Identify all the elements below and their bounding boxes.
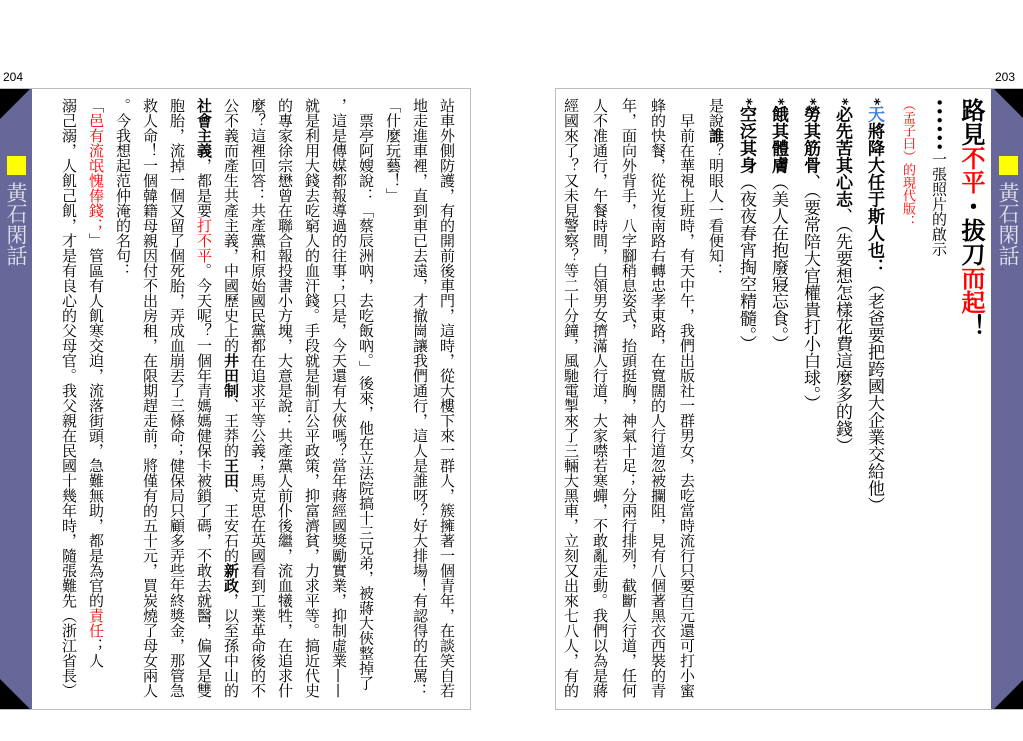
corner-triangle-bottom [994, 679, 1023, 709]
text-segment: 路見 [957, 98, 985, 146]
text-segment: 社會主義 [195, 98, 213, 158]
text-column [701, 98, 730, 708]
text-segment: （夜夜春宵掏空精髓。） [736, 173, 756, 352]
text-segment: 、王安石的 [222, 488, 240, 563]
text-segment: 的專家徐宗懋曾在聯合報投書小方塊，大意是說：共產黨人前仆後繼，流血犧牲，在追求什 [276, 98, 294, 698]
text-segment: ！ [957, 314, 985, 338]
text-segment: 溺己溺，人飢己飢，才是有良心的父母官。我父親在民國十幾年時，隨張難先（浙江省長） [60, 98, 78, 698]
article-subtitle: ••••••一張照片的啟示 [930, 98, 948, 257]
text-segment: 年，面向外背手，八字腳稍息姿式，抬頭挺胸，神氣十足；分兩行排列，截斷人行道，任何 [620, 98, 638, 698]
text-segment: 餓其體膚 [768, 105, 788, 174]
text-segment: 、（先要想怎樣花費這麼多的錢） [832, 207, 852, 454]
text-column [217, 98, 244, 708]
right-page [555, 88, 1023, 710]
text-segment: 井田制 [222, 353, 240, 398]
text-segment: 地走進車裡，直到車已去遠，才撤崗讓我們通行，這人是誰呀？好大排場！有認得的在罵： [411, 98, 429, 698]
text-segment: （老爸要把跨國大企業交給他） [864, 275, 884, 514]
text-column [585, 98, 614, 708]
text-segment: 、王莽的 [222, 398, 240, 458]
left-page-body [55, 98, 460, 708]
text-column [109, 98, 136, 708]
text-segment: 站車外側防護，有的開前後車門，這時，從大樓下來一群人，簇擁著一個青年，在談笑自若 [438, 98, 456, 698]
text-segment: 。今我想起范仲淹的名句： [114, 98, 132, 278]
text-segment: 、（要常陪大官權貴打小白球。） [800, 173, 820, 412]
text-segment: 救人命！一個韓籍母親因付不出房租，在限期趕走前，將僅有的五十元，買炭燒了母女兩人 [141, 98, 159, 698]
text-segment: ？明眼人一看便知： [707, 143, 725, 278]
asterisk-marker: * [770, 98, 786, 106]
text-column [614, 98, 643, 708]
asterisk-marker: * [738, 98, 754, 106]
text-segment: 「 [87, 98, 105, 113]
text-segment: 票亭阿嫂說：「蔡辰洲吶，去吃飯吶。」後來，他在立法院搞十三兄弟，被蔣大俠整掉了 [357, 98, 375, 691]
text-column [672, 98, 701, 708]
text-column [271, 98, 298, 708]
text-column [136, 98, 163, 708]
text-column [298, 98, 325, 708]
text-segment: 。今天呢？一個年青媽媽健保卡被鎖了碼，不敢去就醫，偏又是雙 [195, 263, 213, 698]
text-column [190, 98, 217, 708]
text-segment: 「什麼玩藝！」 [384, 98, 402, 203]
text-column [55, 98, 82, 708]
text-segment: 早前在華視上班時，有天中午，我們出版社一群男女，去吃當時流行只要百元還可打小蜜 [678, 98, 696, 698]
text-segment: 就是利用大錢去吃窮人的血汗錢。手段就是制訂公平政策，抑富濟貧，力求平等。搞近代史 [303, 98, 321, 698]
verse-line [794, 98, 826, 708]
text-column [163, 98, 190, 708]
text-column [556, 98, 585, 708]
text-segment: 經國來了？又未見警察？等二十分鐘，風馳電掣來了三輛大黑車，立刻又出來七八人，有的 [562, 98, 580, 698]
text-segment: ，以至孫中山的 [222, 593, 240, 698]
text-segment: ，這是傳媒都報導過的往事；只是，今天還有大俠嗎？當年蔣經國獎勵實業，抑制虛業—— [330, 98, 348, 698]
text-segment: 是說 [707, 98, 725, 128]
text-segment: 邑有流氓愧俸錢； [87, 113, 105, 233]
article-title [954, 98, 988, 708]
text-segment: 人不准通行，午餐時間，白領男女擠滿人行道，大家噤若寒蟬，不敢亂走動。我們以為是蔣 [591, 98, 609, 698]
text-segment: 新政 [222, 563, 240, 593]
text-segment: 責任 [87, 608, 105, 638]
corner-triangle-top [0, 89, 30, 119]
text-column [643, 98, 672, 708]
text-segment: 麼？這裡回答：共產黨和原始國民黨都在追求平等公義；馬克思在英國看到工業革命後的不 [249, 98, 267, 698]
text-segment: 」管區有人飢寒交迫，流落街頭，急難無助，都是為官的 [87, 233, 105, 608]
column-label: 黃石閑話 [4, 182, 28, 266]
text-segment: 必先苦其心志 [832, 105, 852, 208]
corner-triangle-bottom [0, 679, 30, 709]
right-page-body [556, 98, 988, 708]
verse-line [826, 98, 858, 708]
asterisk-marker: * [866, 98, 882, 106]
text-column [352, 98, 379, 708]
text-segment: 公不義而產生共產主義，中國歷史上的 [222, 98, 240, 353]
verse-line [730, 98, 762, 708]
text-column [244, 98, 271, 708]
asterisk-marker: * [802, 98, 818, 106]
verse-line [858, 98, 890, 708]
text-column [325, 98, 352, 708]
sidebar-right [991, 89, 1023, 709]
text-segment: 胞胎，流掉一個又留了個死胎，弄成血崩丟了三條命；健保局只顧多弄些年終獎金，那管急 [168, 98, 186, 698]
yellow-square-icon [7, 156, 26, 175]
text-segment: 蜂的快餐，從光復南路右轉忠孝東路，在寬闊的人行道忽被攔阻，見有八個著黑衣西裝的青 [649, 98, 667, 698]
text-segment: 誰 [707, 128, 725, 143]
text-segment: 而起 [957, 266, 985, 314]
text-segment: 打不平 [195, 218, 213, 263]
text-column [379, 98, 406, 708]
text-segment: 空泛其身 [736, 105, 756, 174]
text-segment: 天 [864, 105, 884, 123]
sidebar-left [0, 89, 32, 709]
yellow-square-icon [999, 156, 1018, 175]
text-column [406, 98, 433, 708]
column-label: 黃石閑話 [996, 182, 1020, 266]
text-column [82, 98, 109, 708]
text-segment: 王田 [222, 458, 240, 488]
corner-triangle-top [994, 89, 1023, 119]
page-number-right: 203 [995, 70, 1016, 84]
text-segment: 不平 [957, 146, 985, 194]
text-segment: 勞其筋骨 [800, 105, 820, 174]
asterisk-marker: * [834, 98, 850, 106]
text-segment: ・拔刀 [957, 194, 985, 266]
page-number-left: 204 [3, 70, 24, 84]
verse-line [762, 98, 794, 708]
text-segment: 將降大任于斯人也： [864, 122, 884, 276]
text-segment: （美人在抱廢寢忘食。） [768, 173, 788, 352]
intro-line: （孟子曰）的現代版： [900, 98, 915, 228]
text-column [433, 98, 460, 708]
text-segment: ；人 [87, 638, 105, 668]
text-segment: ，都是要 [195, 158, 213, 218]
left-page [0, 88, 471, 710]
